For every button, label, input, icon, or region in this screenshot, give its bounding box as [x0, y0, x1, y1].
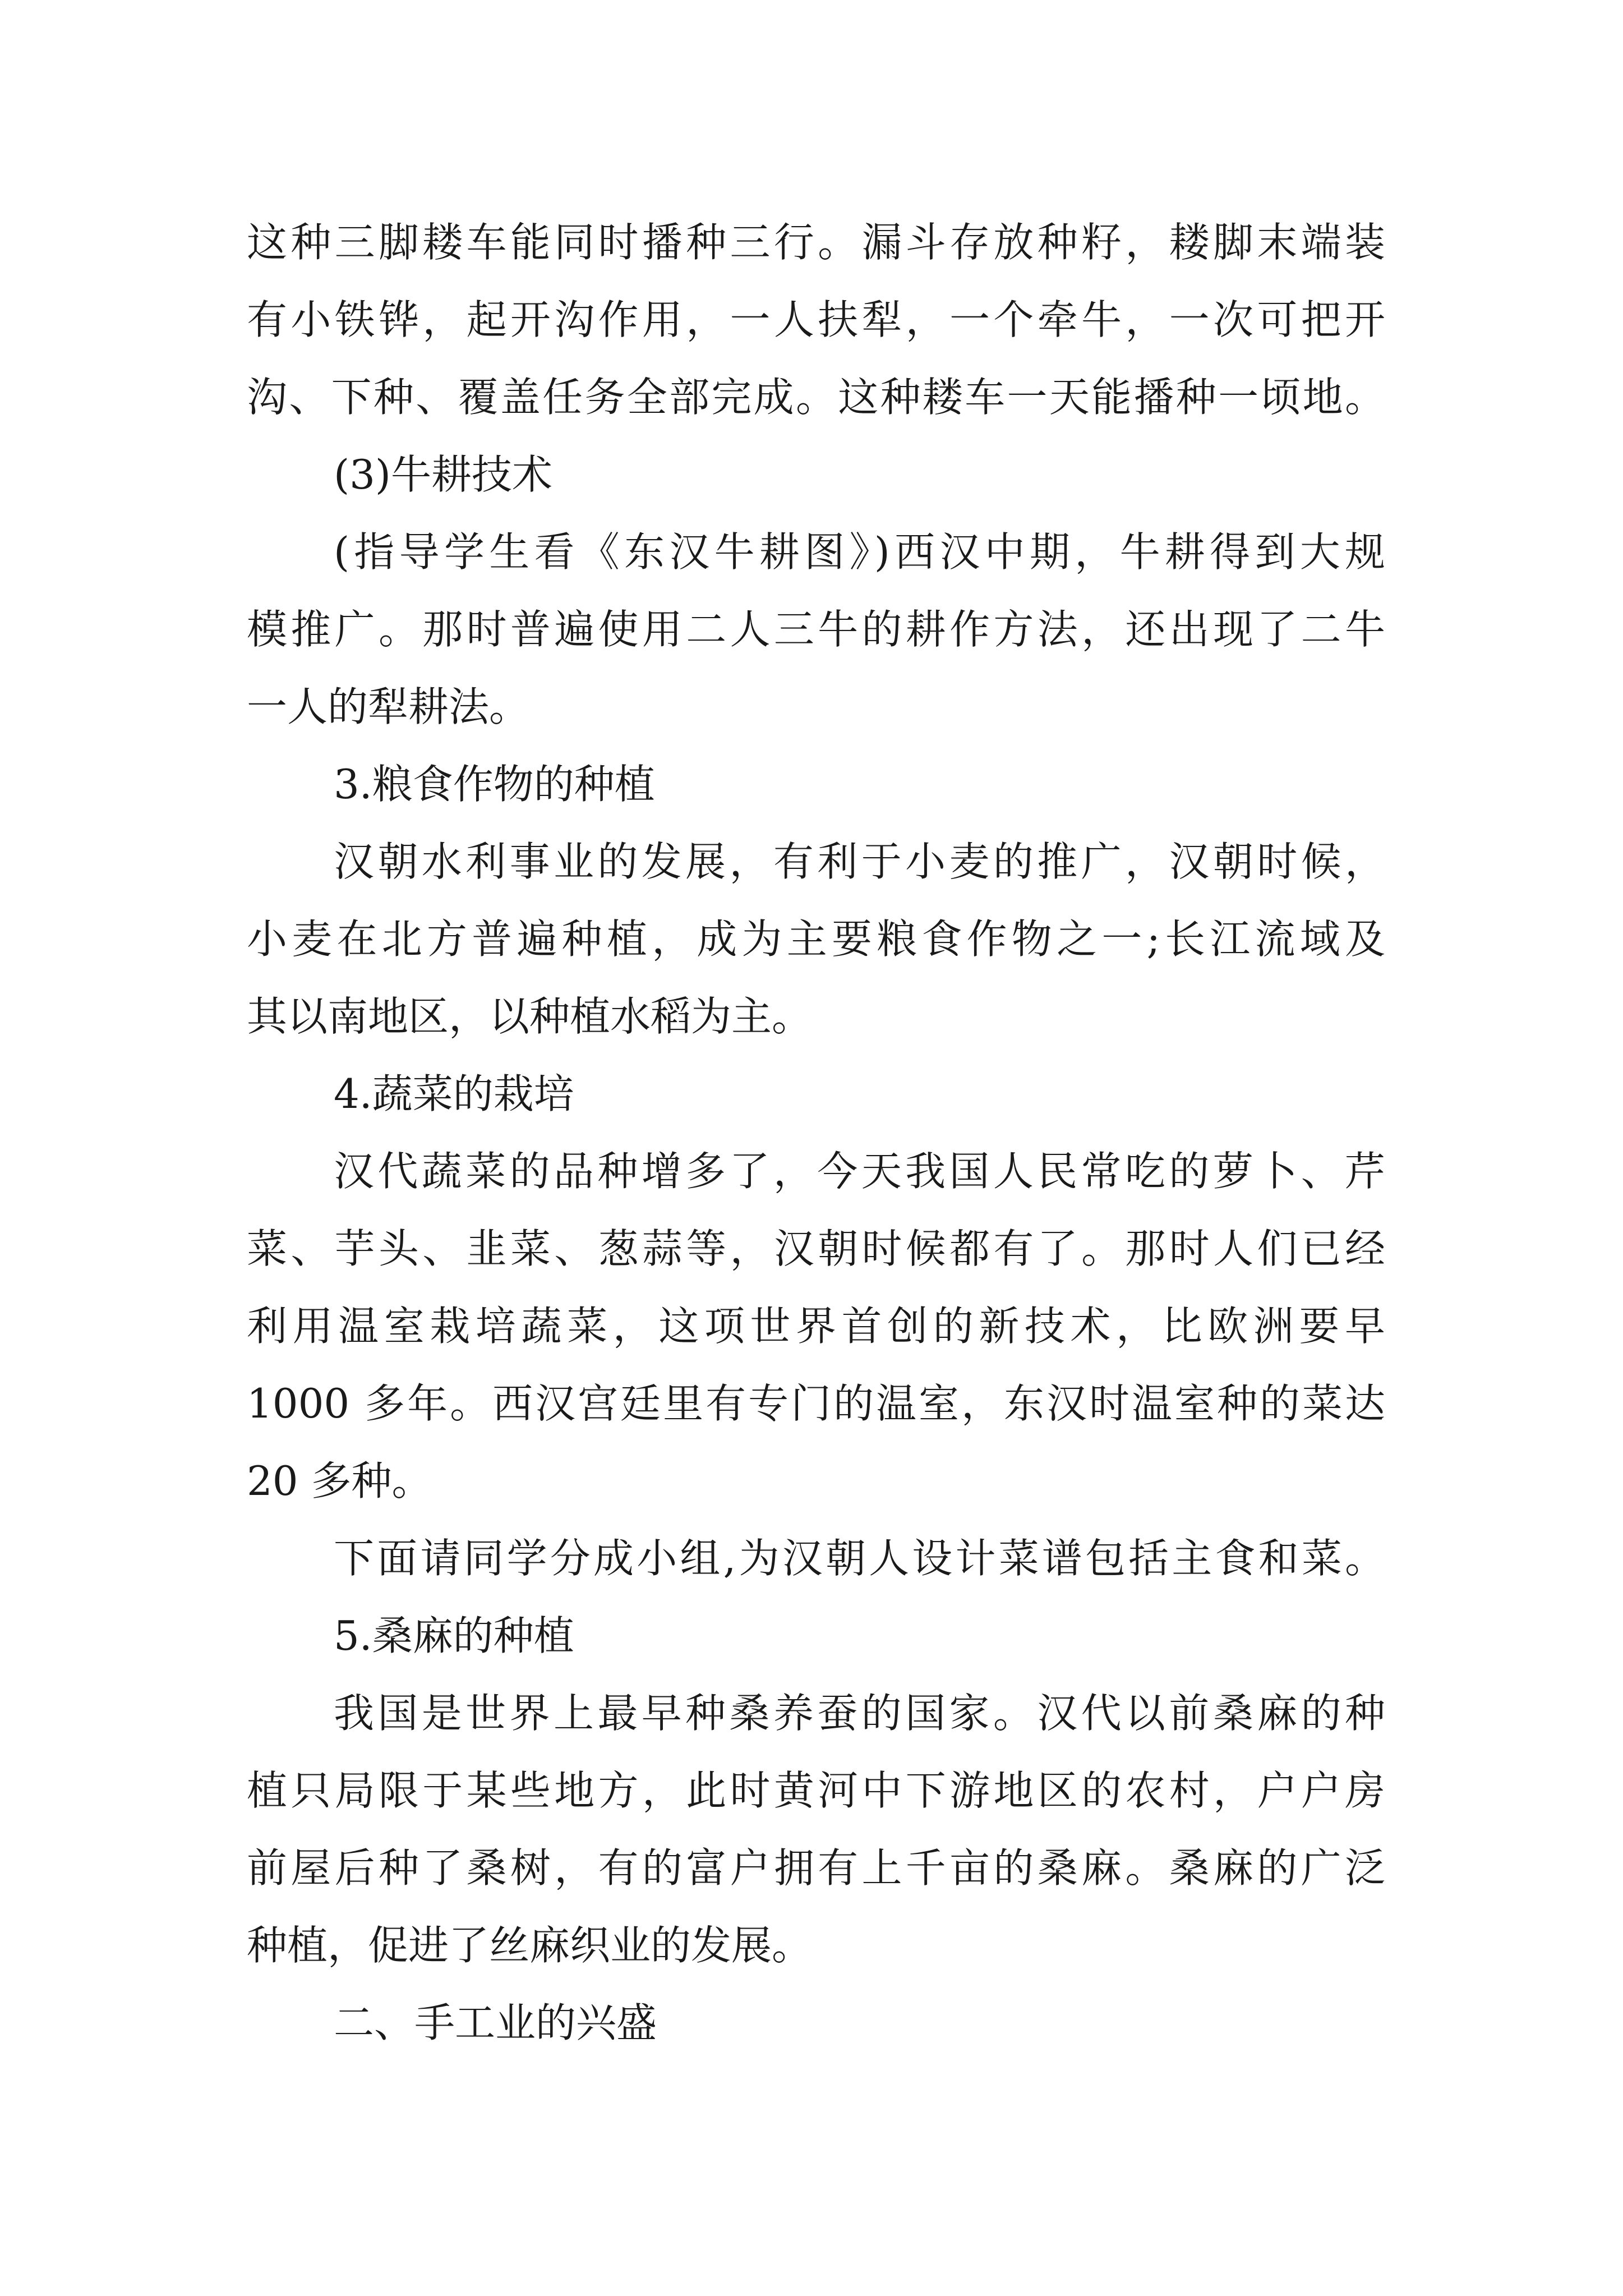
- section-heading: 4.蔬菜的栽培: [334, 1070, 574, 1117]
- text-line: 小麦在北方普遍种植，成为主要粮食作物之一;长江流域及: [247, 915, 1385, 963]
- text-line: 有小铁铧，起开沟作用，一人扶犁，一个牵牛，一次可把开: [247, 296, 1385, 343]
- text-line: 种植，促进了丝麻织业的发展。: [247, 1922, 813, 1969]
- text-line: 利用温室栽培蔬菜，这项世界首创的新技术，比欧洲要早: [247, 1303, 1385, 1350]
- text-line: 其以南地区，以种植水稻为主。: [247, 993, 813, 1040]
- text-line: 下面请同学分成小组,为汉朝人设计菜谱包括主食和菜。: [334, 1535, 1385, 1582]
- section-heading: (3)牛耕技术: [334, 451, 552, 498]
- text-line: 植只局限于某些地方，此时黄河中下游地区的农村，户户房: [247, 1767, 1385, 1814]
- section-heading: 3.粮食作物的种植: [334, 761, 655, 808]
- text-line: 前屋后种了桑树，有的富户拥有上千亩的桑麻。桑麻的广泛: [247, 1844, 1385, 1892]
- text-line: 汉朝水利事业的发展，有利于小麦的推广，汉朝时候，: [334, 838, 1385, 885]
- text-line: 菜、芋头、韭菜、葱蒜等，汉朝时候都有了。那时人们已经: [247, 1225, 1385, 1272]
- text-line: 一人的犁耕法。: [247, 683, 530, 730]
- text-line: 沟、下种、覆盖任务全部完成。这种耧车一天能播种一顷地。: [247, 374, 1385, 421]
- text-line: 这种三脚耧车能同时播种三行。漏斗存放种籽，耧脚末端装: [247, 219, 1385, 266]
- text-line: 20 多种。: [247, 1457, 432, 1504]
- section-heading: 二、手工业的兴盛: [334, 1999, 657, 2046]
- text-line: (指导学生看《东汉牛耕图》)西汉中期，牛耕得到大规: [334, 528, 1385, 576]
- text-line: 1000 多年。西汉宫廷里有专门的温室，东汉时温室种的菜达: [247, 1380, 1385, 1427]
- text-line: 我国是世界上最早种桑养蚕的国家。汉代以前桑麻的种: [334, 1690, 1385, 1737]
- section-heading: 5.桑麻的种植: [334, 1612, 574, 1659]
- text-line: 汉代蔬菜的品种增多了，今天我国人民常吃的萝卜、芹: [334, 1148, 1385, 1195]
- text-line: 模推广。那时普遍使用二人三牛的耕作方法，还出现了二牛: [247, 606, 1385, 653]
